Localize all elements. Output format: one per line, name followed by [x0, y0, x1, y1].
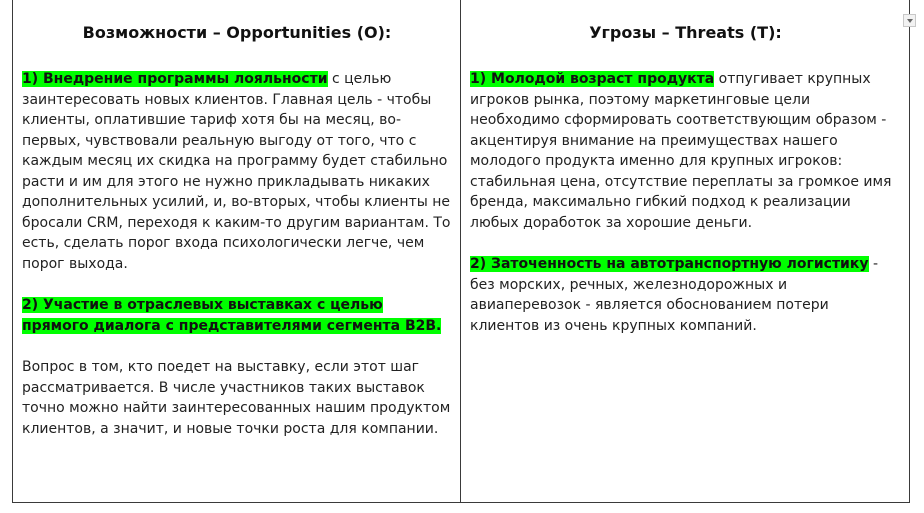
- opportunities-cell[interactable]: [13, 0, 461, 502]
- threat-item-1-text: отпугивает крупных игроков рынка, поэтому маркетинговые цели необходимо сформировать соответствующим образом - акцентируя внимание на преимуществах нашего молодого продукта именно для крупных игроков: стабильная цена, отсутствие переплаты за громкое имя бренда, максимально гибкий подход к реализации любых доработок за хорошие деньги.: [470, 71, 892, 231]
- opportunity-item-1-highlight: 1) Внедрение программы лояльности: [22, 71, 328, 87]
- chevron-down-icon: [907, 19, 913, 23]
- threats-heading: Угрозы – Threats (T):: [589, 23, 782, 42]
- opportunity-item-2: [22, 295, 452, 336]
- opportunity-item-2-highlight: 2) Участие в отраслевых выставках с целью прямого диалога с представителями сегмента B2B.: [22, 297, 442, 334]
- threat-item-1: [470, 69, 901, 233]
- opportunities-heading: Возможности – Opportunities (O):: [82, 23, 392, 42]
- threats-cell[interactable]: [461, 0, 909, 502]
- threat-item-2-text: - без морских, речных, железнодорожных и авиаперевозок - является обоснованием потери клиентов из очень крупных компаний.: [470, 256, 879, 334]
- swot-table: [12, 0, 910, 503]
- threat-item-1-highlight: 1) Молодой возраст продукта: [470, 71, 715, 87]
- threat-item-2: [470, 254, 901, 336]
- cell-dropdown-button[interactable]: [903, 14, 916, 27]
- opportunity-item-1-text: с целью заинтересовать новых клиентов. Главная цель - чтобы клиенты, оплатившие тариф хотя бы на месяц, во-первых, чувствовали реальную выгоду от того, что с каждым месяц их скидка на программу будет стабильно расти и им для этого не нужно прикладывать никаких дополнительных усилий, и, во-вторых, чтобы клиенты не бросали CRM, переходя к каким-то другим вариантам. То есть, сделать порог входа психологически легче, чем порог выхода.: [22, 71, 451, 272]
- opportunity-item-1: [22, 69, 452, 274]
- threat-item-2-highlight: 2) Заточенность на автотранспортную логистику: [470, 256, 869, 272]
- opportunity-item-2-paragraph: Вопрос в том, кто поедет на выставку, если этот шаг рассматривается. В числе участников таких выставок точно можно найти заинтересованных нашим продуктом клиентов, а значит, и новые точки роста для компании.: [22, 359, 451, 437]
